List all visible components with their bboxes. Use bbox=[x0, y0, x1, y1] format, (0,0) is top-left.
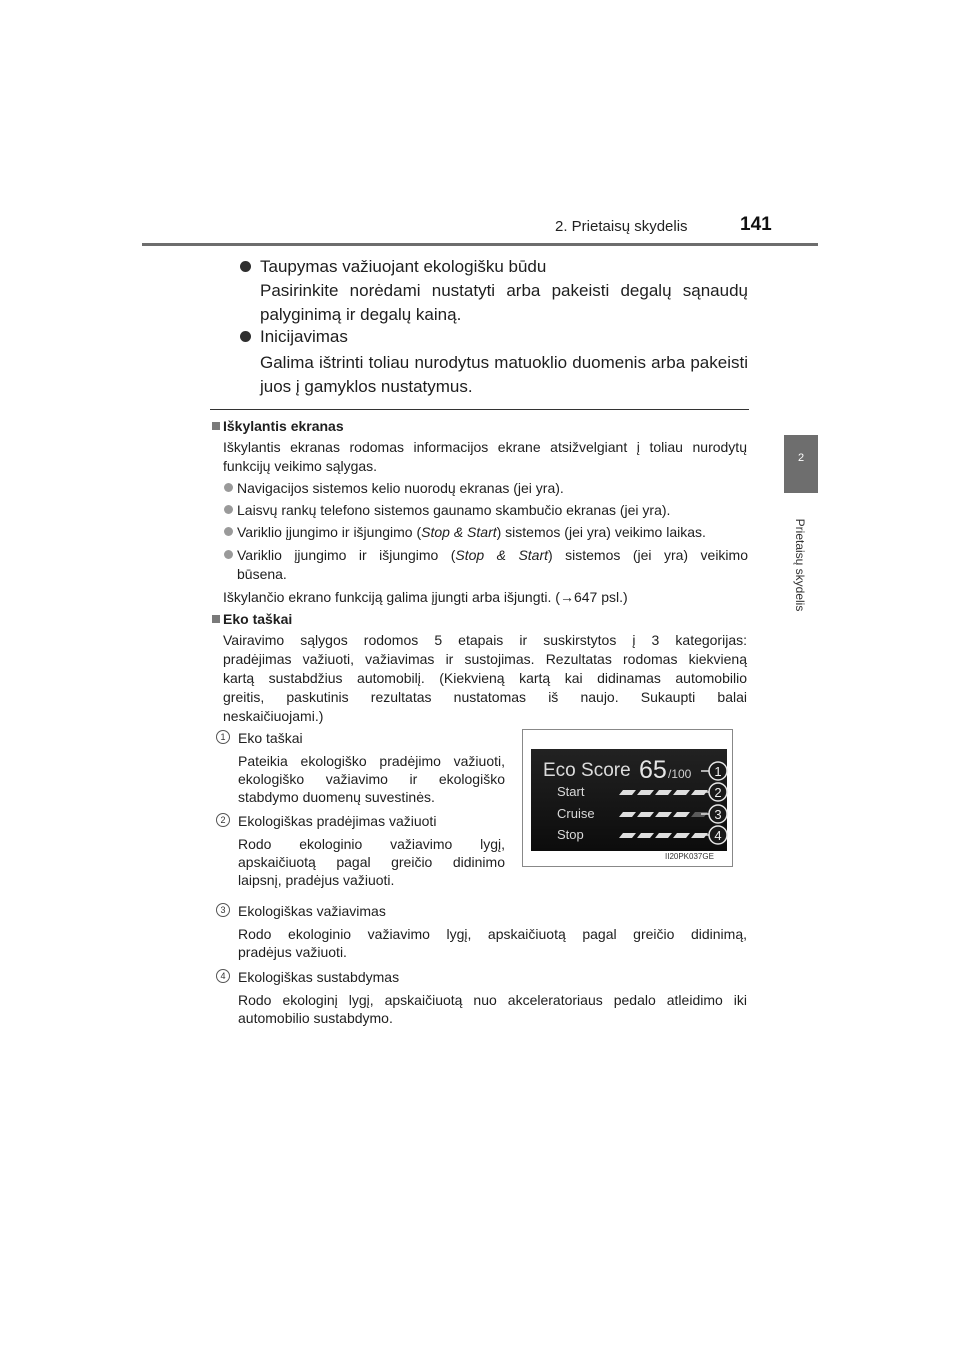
paragraph-line: funkcijų veikimo sąlygas. bbox=[223, 458, 378, 474]
callout-number: 3 bbox=[714, 807, 722, 822]
section-divider bbox=[210, 409, 749, 410]
item-desc: Rodo ekologinį lygį, apskaičiuotą nuo akceleratoriaus pedalo atleidimo iki bbox=[238, 992, 747, 1008]
eco-score-display bbox=[523, 730, 732, 866]
chapter-tab-label-box bbox=[770, 505, 830, 625]
list-item-emphasis: Stop & Start bbox=[421, 524, 497, 540]
paragraph-line: Iškylantis ekranas rodomas informacijos ekrane atsižvelgiant į toliau nurodytų bbox=[223, 439, 747, 455]
list-item bbox=[237, 546, 748, 565]
section-heading: Iškylantis ekranas bbox=[223, 418, 344, 434]
bullet-text: juos į gamyklos nustatymus. bbox=[260, 377, 473, 396]
item-desc: ekologiško važiavimo ir ekologiško bbox=[238, 771, 505, 787]
list-bullet-icon bbox=[224, 483, 233, 492]
item-title: Ekologiškas važiavimas bbox=[238, 903, 386, 919]
footer-text: 647 psl.) bbox=[573, 589, 628, 605]
bullet-text: Galima ištrinti toliau nurodytus matuoklio duomenis arba pakeisti bbox=[260, 353, 748, 372]
eco-score-value: 65 bbox=[639, 756, 667, 784]
bullet-title: Taupymas važiuojant ekologišku būdu bbox=[260, 257, 547, 276]
item-desc: Rodo ekologinio važiavimo lygį, bbox=[238, 836, 505, 852]
item-desc: laipsnį, pradėjus važiuoti. bbox=[238, 872, 395, 888]
header-divider bbox=[142, 243, 818, 246]
list-item-text: ) sistemos (jei yra) veikimo bbox=[548, 547, 748, 563]
callout-number-1: 1 bbox=[216, 730, 230, 744]
row-label-start: Start bbox=[557, 784, 585, 799]
list-item: Laisvų rankų telefono sistemos gaunamo skambučio ekranas (jei yra). bbox=[237, 502, 671, 518]
section-square-icon bbox=[212, 615, 220, 623]
list-item-text: Variklio įjungimo ir išjungimo ( bbox=[237, 547, 456, 563]
bullet-title: Inicijavimas bbox=[260, 327, 348, 346]
footer-text: Iškylančio ekrano funkciją galima įjungti arba išjungti. ( bbox=[223, 589, 560, 605]
list-item-emphasis: Stop & Start bbox=[455, 547, 549, 563]
item-desc: Rodo ekologinio važiavimo lygį, apskaičiuotą pagal greičio didinimą, bbox=[238, 926, 747, 942]
chapter-tab-number: 2 bbox=[797, 452, 805, 464]
item-title: Ekologiškas sustabdymas bbox=[238, 969, 400, 985]
bullet-dot-icon bbox=[240, 331, 251, 342]
list-item: Navigacijos sistemos kelio nuorodų ekranas (jei yra). bbox=[237, 480, 564, 496]
list-item-text: Variklio įjungimo ir išjungimo ( bbox=[237, 524, 422, 540]
list-bullet-icon bbox=[224, 527, 233, 536]
section-heading: Eko taškai bbox=[223, 611, 293, 627]
item-desc: Pateikia ekologiško pradėjimo važiuoti, bbox=[238, 753, 505, 769]
list-item bbox=[237, 523, 706, 542]
item-title: Ekologiškas pradėjimas važiuoti bbox=[238, 813, 437, 829]
paragraph-line: kartą sustabdžius automobilį. (Kiekvieną kartą kai didinamas automobilio bbox=[223, 670, 747, 686]
eco-score-figure bbox=[522, 729, 733, 867]
chapter-tab bbox=[784, 435, 818, 493]
arrow-right-icon: → bbox=[559, 589, 574, 605]
eco-score-title: Eco Score bbox=[543, 760, 631, 781]
bullet-dot-icon bbox=[240, 261, 251, 272]
item-title: Eko taškai bbox=[238, 730, 303, 746]
eco-score-max: /100 bbox=[668, 767, 692, 781]
paragraph-line bbox=[223, 588, 628, 607]
list-bullet-icon bbox=[224, 550, 233, 559]
list-item-continuation: būsena. bbox=[237, 566, 287, 582]
bullet-text: Pasirinkite norėdami nustatyti arba pakeisti degalų sąnaudų bbox=[260, 281, 748, 300]
callout-number-2: 2 bbox=[216, 813, 230, 827]
item-desc: apskaičiuotą pagal greičio didinimo bbox=[238, 854, 505, 870]
list-bullet-icon bbox=[224, 505, 233, 514]
callout-number: 2 bbox=[714, 785, 722, 800]
figure-code: II20PK037GE bbox=[665, 852, 714, 861]
item-desc: automobilio sustabdymo. bbox=[238, 1010, 393, 1026]
row-label-stop: Stop bbox=[557, 827, 584, 842]
callout-number-3: 3 bbox=[216, 903, 230, 917]
callout-number-4: 4 bbox=[216, 969, 230, 983]
list-item-text: ) sistemos (jei yra) veikimo laikas. bbox=[496, 524, 706, 540]
item-desc: stabdymo duomenų suvestinės. bbox=[238, 789, 435, 805]
callout-number: 1 bbox=[714, 764, 722, 779]
paragraph-line: neskaičiuojami.) bbox=[223, 708, 324, 724]
item-desc: pradėjus važiuoti. bbox=[238, 944, 347, 960]
page-number: 141 bbox=[740, 214, 772, 235]
header-section-title: 2. Prietaisų skydelis bbox=[555, 218, 688, 235]
chapter-tab-label: Prietaisų skydelis bbox=[793, 518, 807, 612]
callout-number: 4 bbox=[714, 828, 722, 843]
bullet-text: palyginimą ir degalų kainą. bbox=[260, 305, 462, 324]
section-square-icon bbox=[212, 422, 220, 430]
row-label-cruise: Cruise bbox=[557, 806, 595, 821]
paragraph-line: Vairavimo sąlygos rodomos 5 etapais ir suskirstytos į 3 kategorijas: bbox=[223, 632, 747, 648]
paragraph-line: pradėjimas važiuoti, važiavimas ir sustojimas. Rezultatas rodomas kiekvieną bbox=[223, 651, 747, 667]
paragraph-line: greitis, paskutinis rezultatas nustatomas iš naujo. Sukaupti balai bbox=[223, 689, 747, 705]
